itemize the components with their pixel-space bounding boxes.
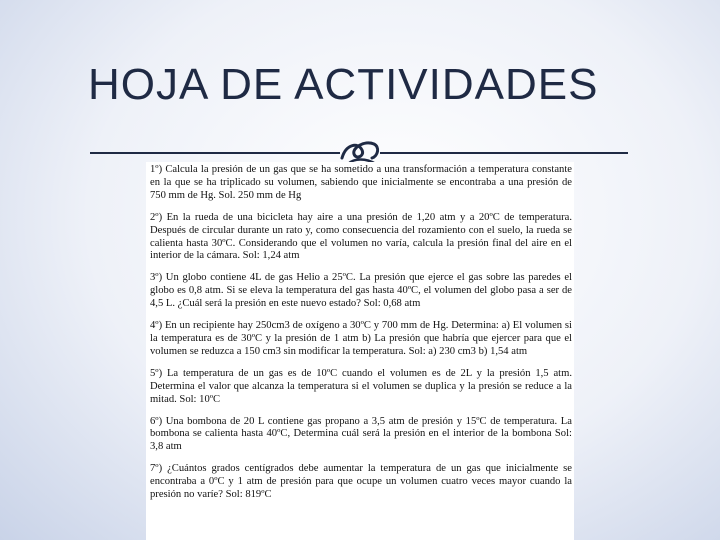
activity-item-2: 2º) En la rueda de una bicicleta hay aire a una presión de 1,20 atm y a 20ºC de temperatura. Después de circular durante un rato y, como consecuencia del rozamiento con el suelo, la rueda se calienta hasta 30ºC. Considerando que el volumen no varía, calcula la presión final del aire en el interior de la cámara. Sol: 1,24 atm [150, 211, 572, 262]
activity-item-5: 5º) La temperatura de un gas es de 10ºC cuando el volumen es de 2L y la presión 1,5 atm. Determina el valor que alcanza la temperatura si el volumen se duplica y la presión se reduce a la mitad. Sol: 10ºC [150, 367, 572, 405]
title-divider-right [380, 152, 628, 154]
activity-item-6: 6º) Una bombona de 20 L contiene gas propano a 3,5 atm de presión y 15ºC de temperatura. La bombona se calienta hasta 40ºC, Determina cuál será la presión en el interior de la bombona Sol: 3,8 atm [150, 415, 572, 453]
title-divider-left [90, 152, 340, 154]
activity-item-3: 3º) Un globo contiene 4L de gas Helio a 25ºC. La presión que ejerce el gas sobre las paredes el globo es 0,8 atm. Si se eleva la temperatura del gas hasta 40ºC, el volumen del globo pasa a ser de 4,5 L. ¿Cuál será la presión en este nuevo estado? Sol: 0,68 atm [150, 272, 572, 310]
activity-item-4: 4º) En un recipiente hay 250cm3 de oxígeno a 30ºC y 700 mm de Hg. Determina: a) El volumen si la temperatura es de 30ºC y la presión de 1 atm b) La presión que habría que ejercer para que el volumen se reduzca a 150 cm3 sin modificar la temperatura. Sol: a) 230 cm3 b) 1,54 atm [150, 320, 572, 357]
activity-item-1: 1º) Calcula la presión de un gas que se ha sometido a una transformación a temperatura constante en la que se ha triplicado su volumen, sabiendo que inicialmente se encontraba a una presión de 750 mm de Hg. Sol. 250 mm de Hg [150, 164, 572, 201]
activity-sheet-image [146, 162, 574, 540]
slide-title: HOJA DE ACTIVIDADES [88, 60, 599, 109]
activity-item-7: 7º) ¿Cuántos grados centígrados debe aumentar la temperatura de un gas que inicialmente se encontraba a 0ºC y 1 atm de presión para que ocupe un volumen cuatro veces mayor cuando la presión no varíe? Sol: 819ºC [150, 463, 572, 501]
